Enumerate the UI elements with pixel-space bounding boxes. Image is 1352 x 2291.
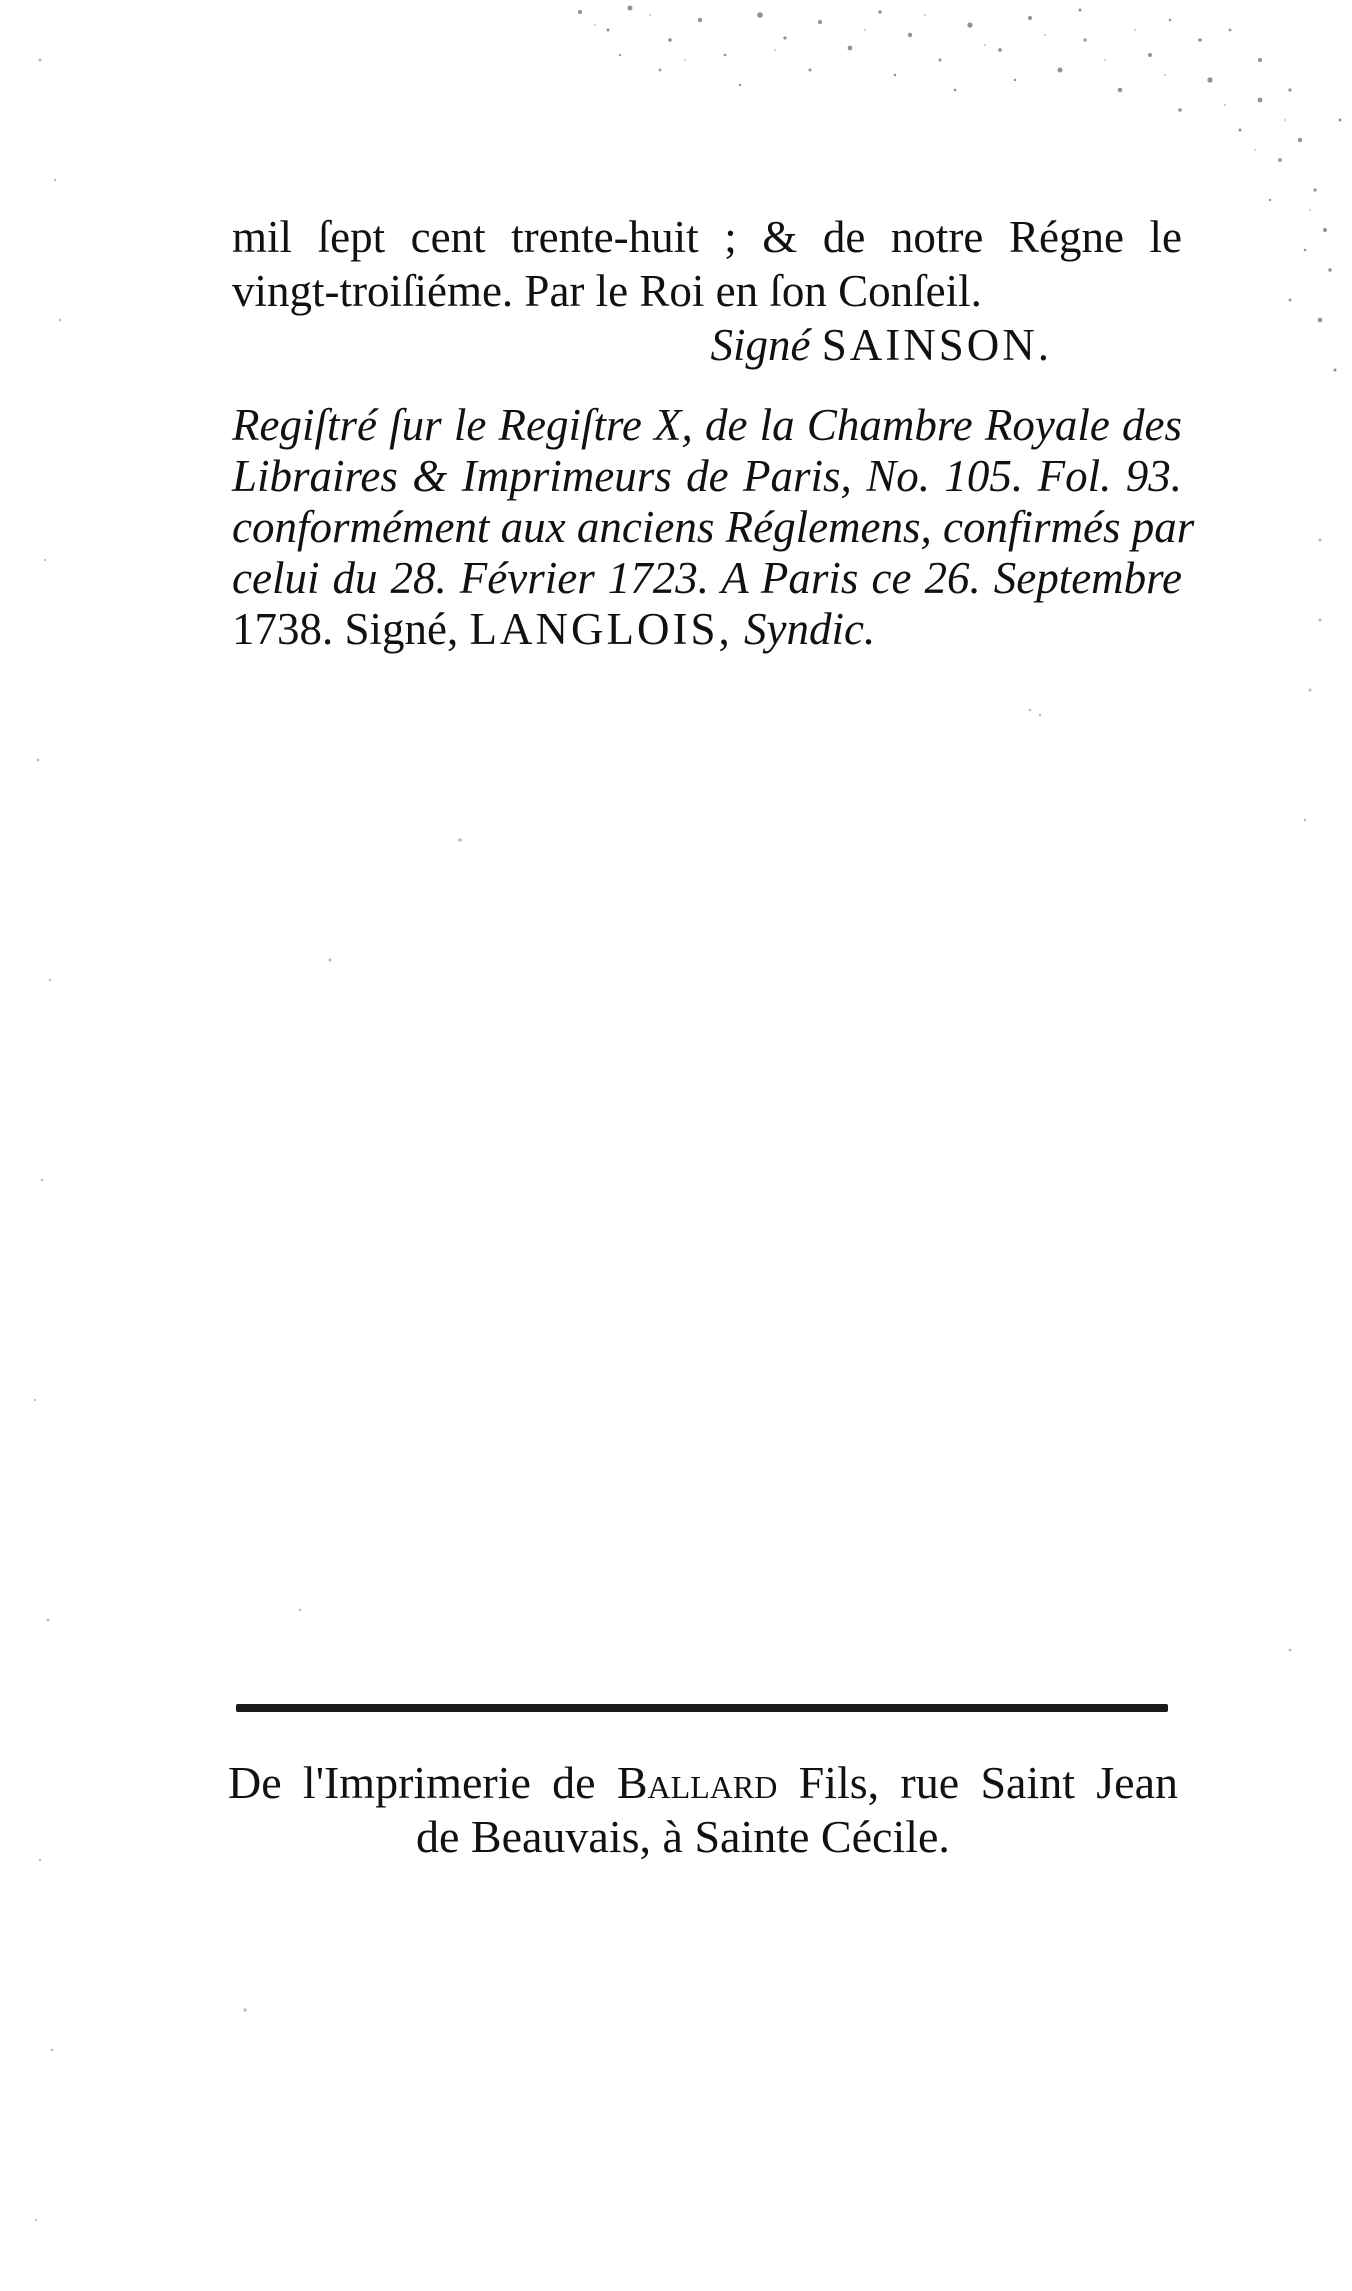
- registration-line-3: conformément aux anciens Réglemens, confirmés par: [232, 502, 1195, 552]
- registration-line-4: celui du 28. Février 1723. A Paris ce 26. Septembre: [232, 553, 1182, 603]
- printer-name: Ballard: [616, 1757, 778, 1808]
- signatory-name: SAINSON.: [821, 320, 1052, 370]
- registration-line-5: [232, 604, 1182, 655]
- closing-line-2: vingt-troiſiéme. Par le Roi en ſon Conſeil.: [232, 266, 982, 316]
- registration-notice: [232, 400, 1195, 655]
- printer-imprint: [228, 1756, 1178, 1864]
- registration-line-1: Regiſtré ſur le Regiſtre X, de la Chambre Royale des: [232, 400, 1182, 450]
- imprint-suffix: Fils, rue Saint Jean: [798, 1757, 1179, 1808]
- privilege-closing: [232, 210, 1182, 372]
- horizontal-rule: [236, 1704, 1168, 1712]
- imprint-line-1: [228, 1756, 1178, 1810]
- imprint-prefix: De l'Imprimerie de: [228, 1757, 596, 1808]
- imprint-line-2: de Beauvais, à Sainte Cécile.: [416, 1811, 950, 1862]
- registration-line-2: Libraires & Imprimeurs de Paris, No. 105. Fol. 93.: [232, 451, 1182, 501]
- registration-date-signed: 1738. Signé,: [232, 604, 459, 654]
- signature-line: [232, 318, 1182, 372]
- syndic-name: LANGLOIS,: [469, 604, 733, 654]
- signed-word: Signé: [710, 320, 811, 370]
- syndic-title: Syndic.: [744, 604, 876, 654]
- closing-line-1: mil ſept cent trente-huit ; & de notre Régne le: [232, 212, 1182, 262]
